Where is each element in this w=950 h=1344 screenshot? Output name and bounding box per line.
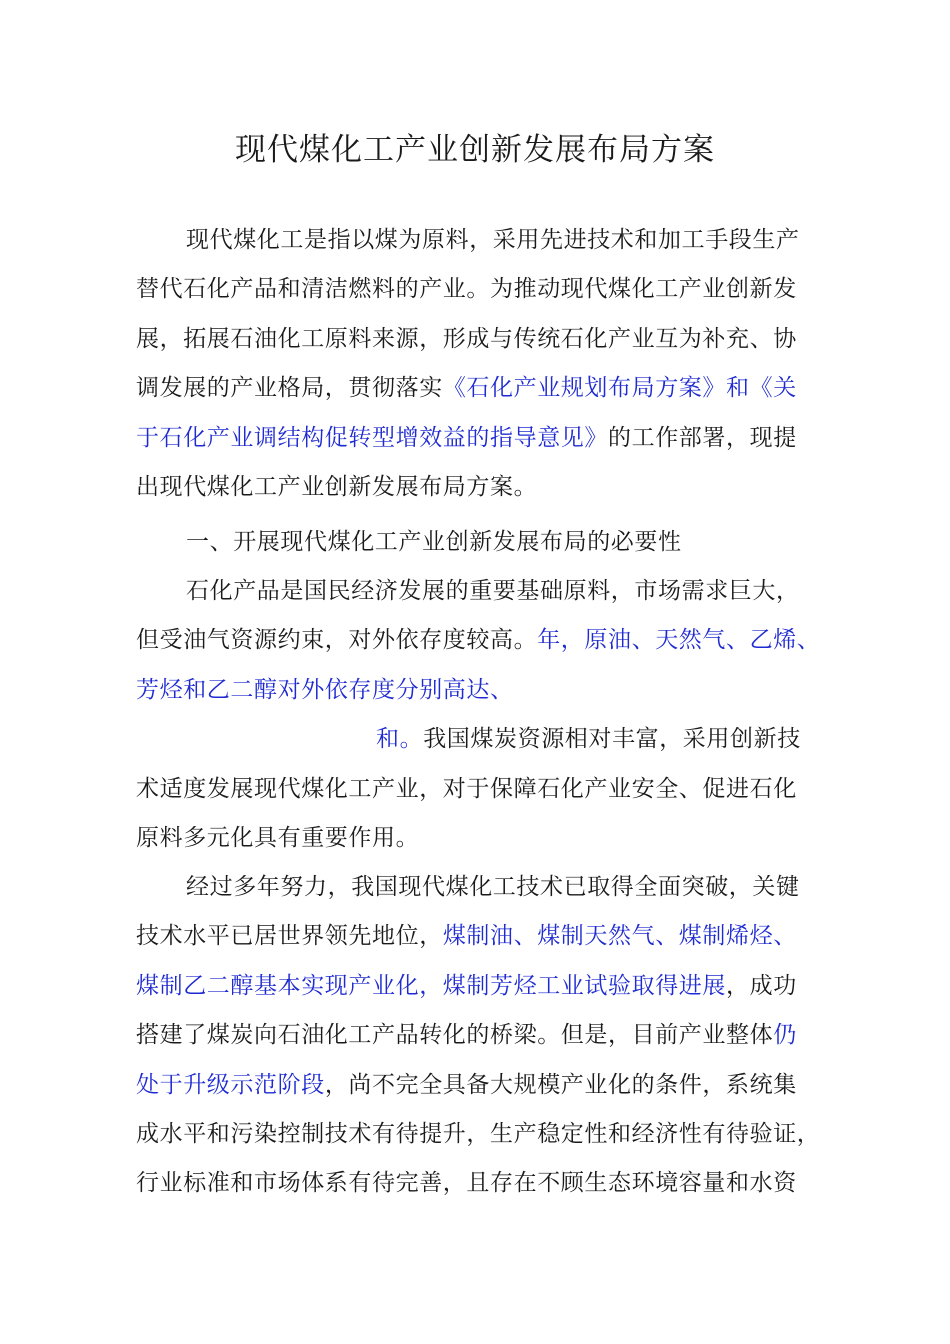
p3-line-7: 行业标准和市场体系有待完善，且存在不顾生态环境容量和水资 (136, 1170, 797, 1197)
p3-line-3 (136, 962, 830, 1011)
p2-line-2-highlight: 年，原油、天然气、乙烯、 (537, 627, 821, 654)
p2-line-3 (136, 666, 830, 715)
section-1-heading: 一、开展现代煤化工产业创新发展布局的必要性 (186, 529, 682, 555)
p3-line-4-text: 搭建了煤炭向石油化工产品转化的桥梁。但是，目前产业整体 (136, 1022, 774, 1049)
p2-line-4-highlight: 和。 (376, 726, 424, 753)
intro-line-3: 展，拓展石油化工原料来源，形成与传统石化产业互为补充、协 (136, 325, 797, 352)
p3-line-1: 经过多年努力，我国现代煤化工技术已取得全面突破，关键 (186, 874, 800, 900)
p3-line-4-highlight: 仍 (773, 1022, 797, 1049)
intro-line-6: 出现代煤化工产业创新发展布局方案。 (136, 474, 538, 501)
intro-paragraph (136, 216, 830, 512)
p2-line-5: 术适度发展现代煤化工产业，对于保障石化产业安全、促进石化 (136, 775, 797, 802)
paragraph-2 (136, 567, 830, 863)
intro-line-4-text: 调发展的产业格局，贯彻落实 (136, 375, 443, 402)
p3-line-3-text: ，成功 (726, 972, 797, 999)
p3-line-3-highlight: 煤制乙二醇基本实现产业化，煤制芳烃工业试验取得进展 (136, 972, 726, 999)
p3-line-2 (136, 912, 830, 961)
p3-line-4 (136, 1011, 830, 1060)
p3-line-5-text: ，尚不完全具备大规模产业化的条件，系统集 (324, 1071, 797, 1098)
intro-line-5 (136, 414, 830, 463)
p2-line-3-highlight: 芳烃和乙二醇对外依存度分别高达、 (136, 676, 514, 703)
intro-line-4-reference: 《石化产业规划布局方案》和《关 (442, 375, 797, 402)
intro-line-5-reference: 于石化产业调结构促转型增效益的指导意见》 (136, 424, 608, 451)
p3-line-2-text: 技术水平已居世界领先地位， (136, 923, 443, 950)
intro-line-2: 替代石化产品和清洁燃料的产业。为推动现代煤化工产业创新发 (136, 276, 797, 303)
intro-line-5-text: 的工作部署，现提 (608, 424, 797, 451)
intro-line-4 (136, 364, 830, 413)
document-title: 现代煤化工产业创新发展布局方案 (235, 132, 715, 168)
section-1 (136, 518, 830, 567)
paragraph-3 (136, 863, 830, 1209)
p3-line-5 (136, 1061, 830, 1110)
p2-line-4-text: 我国煤炭资源相对丰富，采用创新技 (423, 726, 801, 753)
p2-line-4 (136, 715, 830, 764)
p2-line-2 (136, 616, 830, 665)
p2-line-2-text: 但受油气资源约束，对外依存度较高。 (136, 627, 538, 654)
intro-line-1: 现代煤化工是指以煤为原料，采用先进技术和加工手段生产 (186, 227, 800, 253)
p2-line-6: 原料多元化具有重要作用。 (136, 825, 420, 852)
p3-line-2-highlight: 煤制油、煤制天然气、煤制烯烃、 (442, 923, 797, 950)
p3-line-6: 成水平和污染控制技术有待提升，生产稳定性和经济性有待验证， (136, 1121, 821, 1148)
p3-line-5-highlight: 处于升级示范阶段 (136, 1071, 325, 1098)
p2-line-1: 石化产品是国民经济发展的重要基础原料，市场需求巨大， (186, 578, 800, 604)
